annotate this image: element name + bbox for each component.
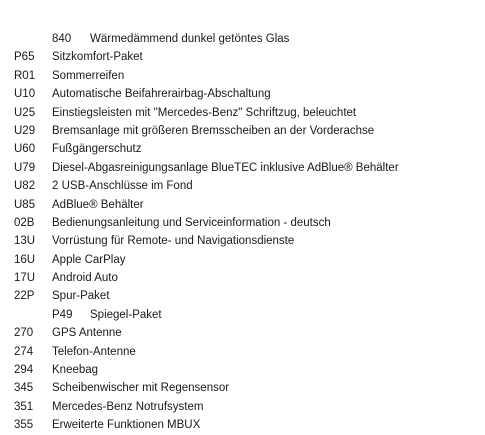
equipment-code: 17U <box>14 272 36 285</box>
equipment-code: 274 <box>14 345 34 358</box>
equipment-label: Automatische Beifahrerairbag-Abschaltung <box>52 88 271 101</box>
equipment-label: 2 USB-Anschlüsse im Fond <box>52 180 193 193</box>
list-item <box>0 214 485 232</box>
equipment-code: 270 <box>14 327 34 340</box>
equipment-code: U82 <box>14 180 36 193</box>
equipment-label: Diesel-Abgasreinigungsanlage BlueTEC inklusive AdBlue® Behälter <box>52 161 399 174</box>
equipment-label: Mercedes-Benz Notrufsystem <box>52 400 204 413</box>
equipment-code: U60 <box>14 143 36 156</box>
equipment-label: Sommerreifen <box>52 69 125 82</box>
list-item <box>0 159 485 177</box>
equipment-label: Scheibenwischer mit Regensensor <box>52 382 230 395</box>
equipment-code: 840 <box>52 33 72 45</box>
list-item <box>0 398 485 416</box>
equipment-code: 345 <box>14 382 34 395</box>
list-item <box>0 324 485 342</box>
equipment-code: U29 <box>14 124 36 137</box>
equipment-list <box>0 30 485 435</box>
equipment-label: Android Auto <box>52 272 118 285</box>
equipment-code: U79 <box>14 161 36 174</box>
equipment-code: 355 <box>14 419 34 432</box>
equipment-label: Bremsanlage mit größeren Bremsscheiben an der Vorderachse <box>52 124 375 137</box>
equipment-code: 02B <box>14 216 35 229</box>
equipment-label: Bedienungsanleitung und Serviceinformation - deutsch <box>52 216 331 229</box>
equipment-label: GPS Antenne <box>52 327 122 340</box>
equipment-code: 351 <box>14 400 34 413</box>
list-item <box>0 306 485 324</box>
equipment-label: Einstiegsleisten mit "Mercedes-Benz" Schriftzug, beleuchtet <box>52 106 357 119</box>
equipment-label: Wärmedämmend dunkel getöntes Glas <box>90 33 290 45</box>
equipment-code: 294 <box>14 364 34 377</box>
equipment-code: 16U <box>14 253 36 266</box>
list-item <box>0 361 485 379</box>
list-item <box>0 416 485 434</box>
list-item <box>0 67 485 85</box>
equipment-code: 22P <box>14 290 35 303</box>
list-item <box>0 379 485 397</box>
equipment-code: R01 <box>14 69 36 82</box>
equipment-label: Kneebag <box>52 364 99 377</box>
equipment-label: Spur-Paket <box>52 290 110 303</box>
list-item <box>0 30 485 48</box>
equipment-code: 13U <box>14 235 36 248</box>
list-item <box>0 85 485 103</box>
equipment-code: U25 <box>14 106 36 119</box>
list-item <box>0 196 485 214</box>
equipment-label: Sitzkomfort-Paket <box>52 51 143 64</box>
equipment-label: Telefon-Antenne <box>52 345 136 358</box>
list-item <box>0 269 485 287</box>
equipment-label: Vorrüstung für Remote- und Navigationsdienste <box>52 235 295 248</box>
equipment-label: AdBlue® Behälter <box>52 198 144 211</box>
list-item <box>0 48 485 66</box>
list-item <box>0 122 485 140</box>
equipment-code: U10 <box>14 88 36 101</box>
list-item <box>0 104 485 122</box>
list-item <box>0 177 485 195</box>
list-item <box>0 287 485 305</box>
list-item <box>0 343 485 361</box>
equipment-label: Apple CarPlay <box>52 253 126 266</box>
equipment-label: Spiegel-Paket <box>90 308 162 321</box>
list-item <box>0 232 485 250</box>
equipment-code: P65 <box>14 51 35 64</box>
equipment-label: Erweiterte Funktionen MBUX <box>52 419 201 432</box>
list-item <box>0 140 485 158</box>
equipment-code: P49 <box>52 308 73 321</box>
list-item <box>0 251 485 269</box>
equipment-label: Fußgängerschutz <box>52 143 142 156</box>
equipment-code: U85 <box>14 198 36 211</box>
